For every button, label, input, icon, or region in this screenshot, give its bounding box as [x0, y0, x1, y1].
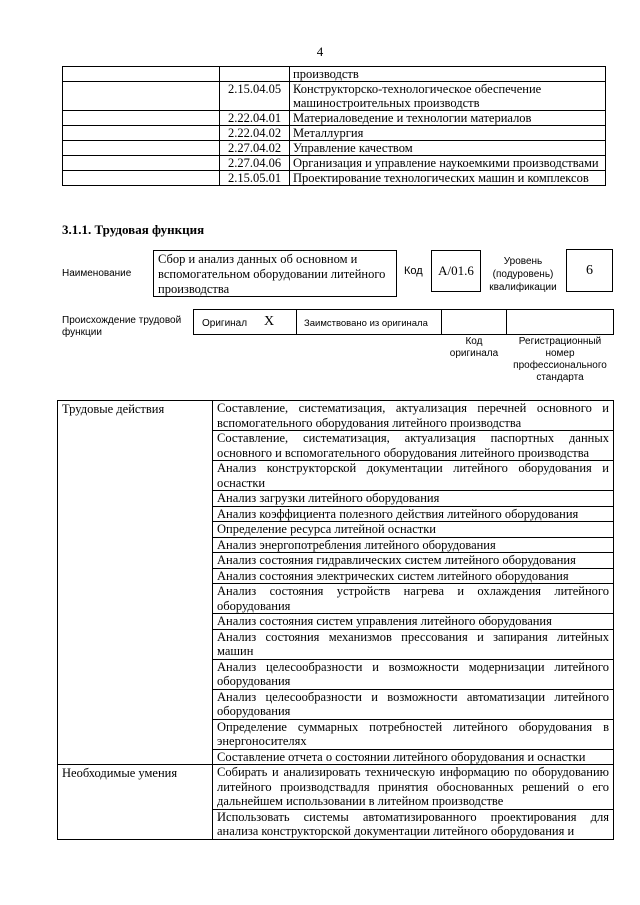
reg-number-cell — [506, 309, 614, 335]
codes-row — [63, 171, 606, 186]
labor-action-item: Определение суммарных потребностей литейного оборудования в энергоносителях — [213, 719, 614, 749]
codes-code-cell: 2.27.04.06 — [220, 156, 290, 171]
codes-blank-cell — [63, 156, 220, 171]
codes-name-cell: производств — [290, 67, 606, 82]
codes-name-cell: Металлургия — [290, 126, 606, 141]
labor-action-item: Анализ коэффициента полезного действия литейного оборудования — [213, 506, 614, 522]
borrowed-cell — [296, 309, 442, 335]
codes-code-cell: 2.27.04.02 — [220, 141, 290, 156]
code-label: Код — [404, 265, 423, 277]
level-value: 6 — [586, 263, 593, 278]
labor-function-table — [57, 400, 614, 840]
codes-code-cell: 2.22.04.01 — [220, 111, 290, 126]
codes-blank-cell — [63, 67, 220, 82]
labor-action-item: Анализ конструкторской документации литейного оборудования и оснастки — [213, 461, 614, 491]
codes-row — [63, 141, 606, 156]
labor-action-item: Анализ загрузки литейного оборудования — [213, 491, 614, 507]
codes-name-cell: Управление качеством — [290, 141, 606, 156]
page-number: 4 — [316, 44, 324, 59]
codes-blank-cell — [63, 82, 220, 111]
labor-action-item: Анализ целесообразности и возможности автоматизации литейного оборудования — [213, 689, 614, 719]
codes-row — [63, 67, 606, 82]
required-skill-item: Собирать и анализировать техническую информацию по оборудованию литейного производствадля принятия обоснованных решений о его дальнейшем использовании в литейном производстве — [213, 765, 614, 810]
required-skill-header: Необходимые умения — [58, 765, 213, 840]
required-skill-item: Использовать системы автоматизированного проектирования для анализа конструкторской документации литейного оборудования и — [213, 809, 614, 839]
function-name: Сбор и анализ данных об основном и вспомогательном оборудовании литейного производства — [158, 252, 386, 296]
origin-label: Происхождение трудовой функции — [62, 315, 182, 338]
codes-blank-cell — [63, 111, 220, 126]
labor-action-item: Анализ состояния электрических систем литейного оборудования — [213, 568, 614, 584]
function-code-box — [431, 250, 481, 292]
level-box — [566, 249, 613, 292]
codes-blank-cell — [63, 126, 220, 141]
original-mark: X — [264, 314, 275, 329]
labor-action-item: Определение ресурса литейной оснастки — [213, 522, 614, 538]
borrowed-label: Заимствовано из оригинала — [304, 318, 428, 329]
labor-action-item: Анализ энергопотребления литейного оборудования — [213, 537, 614, 553]
labor-action-item: Составление, систематизация, актуализация перечней основного и вспомогательного оборудования литейного производства — [213, 401, 614, 431]
labor-action-item: Анализ целесообразности и возможности модернизации литейного оборудования — [213, 659, 614, 689]
labor-action-item: Анализ состояния механизмов прессования и запирания литейных машин — [213, 629, 614, 659]
codes-code-cell: 2.15.05.01 — [220, 171, 290, 186]
code-caption: Код оригинала — [449, 336, 499, 359]
labor-action-header: Трудовые действия — [58, 401, 213, 765]
codes-row — [63, 156, 606, 171]
codes-code-cell: 2.15.04.05 — [220, 82, 290, 111]
original-cell — [193, 309, 297, 335]
labor-action-item: Анализ состояния устройств нагрева и охлаждения литейного оборудования — [213, 584, 614, 614]
codes-name-cell: Материаловедение и технологии материалов — [290, 111, 606, 126]
section-title: 3.1.1. Трудовая функция — [62, 222, 205, 237]
origin-code-cell — [441, 309, 507, 335]
codes-code-cell: 2.22.04.02 — [220, 126, 290, 141]
codes-name-cell: Конструкторско-технологическое обеспечение машиностроительных производств — [290, 82, 606, 111]
original-label: Оригинал — [202, 318, 248, 329]
function-code: A/01.6 — [438, 263, 474, 278]
codes-row — [63, 82, 606, 111]
name-label: Наименование — [62, 268, 132, 279]
codes-name-cell: Проектирование технологических машин и комплексов — [290, 171, 606, 186]
codes-code-cell — [220, 67, 290, 82]
labor-action-item: Анализ состояния гидравлических систем литейного оборудования — [213, 553, 614, 569]
labor-action-item: Составление отчета о состоянии литейного оборудования и оснастки — [213, 749, 614, 765]
codes-name-cell: Организация и управление наукоемкими производствами — [290, 156, 606, 171]
labor-action-row — [58, 401, 614, 431]
codes-blank-cell — [63, 171, 220, 186]
reg-caption: Регистрационный номер профессионального стандарта — [513, 336, 607, 383]
origin-row — [193, 309, 614, 335]
codes-blank-cell — [63, 141, 220, 156]
codes-row — [63, 126, 606, 141]
codes-row — [63, 111, 606, 126]
function-name-box — [153, 250, 397, 297]
labor-action-item: Составление, систематизация, актуализация паспортных данных основного и вспомогательного оборудования литейного производства — [213, 431, 614, 461]
required-skill-row — [58, 765, 614, 810]
labor-action-item: Анализ состояния систем управления литейного оборудования — [213, 614, 614, 630]
education-codes-table — [62, 66, 606, 186]
level-label: Уровень (подуровень) квалификации — [489, 256, 557, 293]
